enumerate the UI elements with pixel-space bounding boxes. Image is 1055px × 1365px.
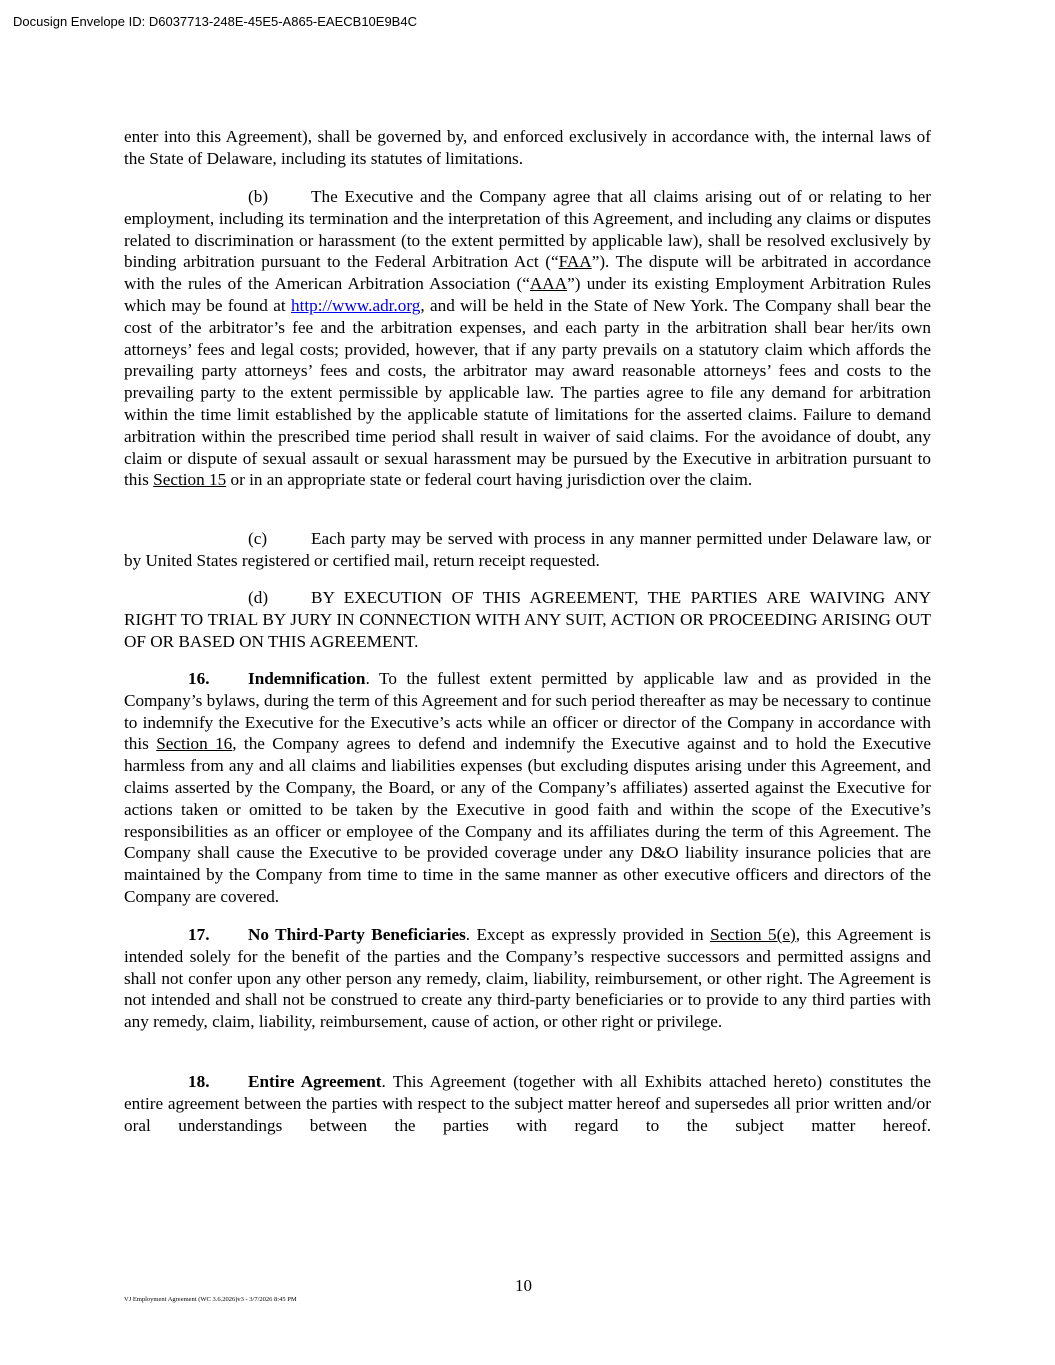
paragraph-text: ”) under its existing Employment Arbitration Rules which may be found at bbox=[124, 274, 931, 315]
section-heading: Indemnification bbox=[248, 669, 366, 688]
section-heading: Entire Agreement bbox=[248, 1072, 382, 1091]
paragraph-text: , and will be held in the State of New York. The Company shall bear the cost of the arbitrator’s fee and the arbitration expenses, and each party in the arbitration shall bear her/its own attorneys’ fees and legal costs; provided, however, that if any party prevails on a statutory claim which affords the prevailing party attorneys’ fees and costs, the arbitrator may award reasonable attorneys’ fees and costs to the prevailing party to the extent permissible by applicable law. The parties agree to file any demand for arbitration within the time limit established by the applicable statute of limitations for the asserted claims. Failure to demand arbitration within the prescribed time period shall result in waiver of said claims. For the avoidance of doubt, any claim or dispute of sexual assault or sexual harassment may be pursued by the Executive in arbitration pursuant to this bbox=[124, 295, 931, 490]
section-reference: Section 5(e) bbox=[710, 925, 796, 944]
section-reference: Section 15 bbox=[153, 470, 227, 490]
subsection-label: (d) bbox=[248, 588, 269, 607]
adr-link[interactable]: http://www.adr.org bbox=[290, 295, 421, 315]
paragraph-15c bbox=[124, 528, 931, 572]
paragraph-15b bbox=[124, 186, 931, 491]
paragraph-18 bbox=[124, 1071, 931, 1136]
paragraph-text: . This Agreement (together with all Exhibits attached hereto) constitutes the entire agreement between the parties with respect to the subject matter hereof and supersedes all prior written and/or oral understandings between the parties with regard to the subject matter hereof. bbox=[124, 1072, 931, 1135]
paragraph-text: enter into this Agreement), shall be governed by, and enforced exclusively in accordance with, the internal laws of the State of Delaware, including its statutes of limitations. bbox=[124, 127, 931, 168]
section-reference: AAA bbox=[529, 274, 568, 294]
paragraph-text: ”). The dispute will be arbitrated in accordance with the rules of the American Arbitration Association (“ bbox=[124, 252, 931, 294]
section-number: 16. bbox=[188, 669, 210, 688]
section-reference: FAA bbox=[558, 252, 592, 272]
paragraph-intro bbox=[124, 126, 931, 170]
section-number: 17. bbox=[188, 925, 210, 944]
section-heading: No Third-Party Beneficiaries bbox=[248, 925, 466, 944]
paragraph-text: , the Company agrees to defend and indemnify the Executive against and to hold the Executive harmless from any and all claims and liabilities expenses (but excluding disputes arising under this Agreement, and claims asserted by the Company, the Board, or any of the Company’s affiliates) asserted against the Executive for actions taken or omitted to be taken by the Executive in good faith and within the scope of the Executive’s responsibilities as an officer or employee of the Company and its affiliates during the term of this Agreement. The Company shall cause the Executive to be provided coverage under any D&O liability insurance policies that are maintained by the Company from time to time in the same manner as other executive officers and directors of the Company are covered. bbox=[124, 734, 931, 906]
paragraph-text: The Executive and the Company agree that all claims arising out of or relating to her employment, including its termination and the interpretation of this Agreement, and including any claims or disputes related to discrimination or harassment (to the extent permitted by applicable law), shall be resolved exclusively by binding arbitration pursuant to the Federal Arbitration Act (“ bbox=[124, 187, 931, 272]
paragraph-17 bbox=[124, 924, 931, 1033]
page-number: 10 bbox=[515, 1276, 532, 1295]
section-number: 18. bbox=[188, 1072, 210, 1091]
footer-text: VJ Employment Agreement (WC 3.6.2026)v3 - 3/7/2026 8:45 PM bbox=[124, 1296, 297, 1303]
paragraph-text: BY EXECUTION OF THIS AGREEMENT, THE PARTIES ARE WAIVING ANY RIGHT TO TRIAL BY JURY IN CONNECTION WITH ANY SUIT, ACTION OR PROCEEDING ARISING OUT OF OR BASED ON THIS AGREEMENT. bbox=[124, 588, 931, 651]
subsection-label: (c) bbox=[248, 529, 268, 548]
paragraph-text: or in an appropriate state or federal court having jurisdiction over the claim. bbox=[226, 470, 753, 490]
paragraph-text: Each party may be served with process in any manner permitted under Delaware law, or by United States registered or certified mail, return receipt requested. bbox=[124, 529, 931, 570]
paragraph-text: . To the fullest extent permitted by applicable law and as provided in the Company’s bylaws, during the term of this Agreement and for such period thereafter as may be necessary to continue to indemnify the Executive for the Executive’s acts while an officer or director of the Company in accordance with this bbox=[124, 669, 931, 754]
paragraph-16 bbox=[124, 668, 931, 908]
envelope-id: Docusign Envelope ID: D6037713-248E-45E5-A865-EAECB10E9B4C bbox=[13, 14, 417, 29]
subsection-label: (b) bbox=[248, 187, 269, 206]
paragraph-15d bbox=[124, 587, 931, 652]
paragraph-text: . Except as expressly provided in bbox=[465, 925, 711, 944]
section-reference: Section 16 bbox=[156, 734, 233, 754]
paragraph-text: , this Agreement is intended solely for the benefit of the parties and the Company’s respective successors and permitted assigns and shall not confer upon any other person any remedy, claim, liability, reimbursement, or other right. The Agreement is not intended and shall not be construed to create any third-party beneficiaries or to provide to any third parties with any remedy, claim, liability, reimbursement, cause of action, or other right or privilege. bbox=[124, 925, 931, 1032]
